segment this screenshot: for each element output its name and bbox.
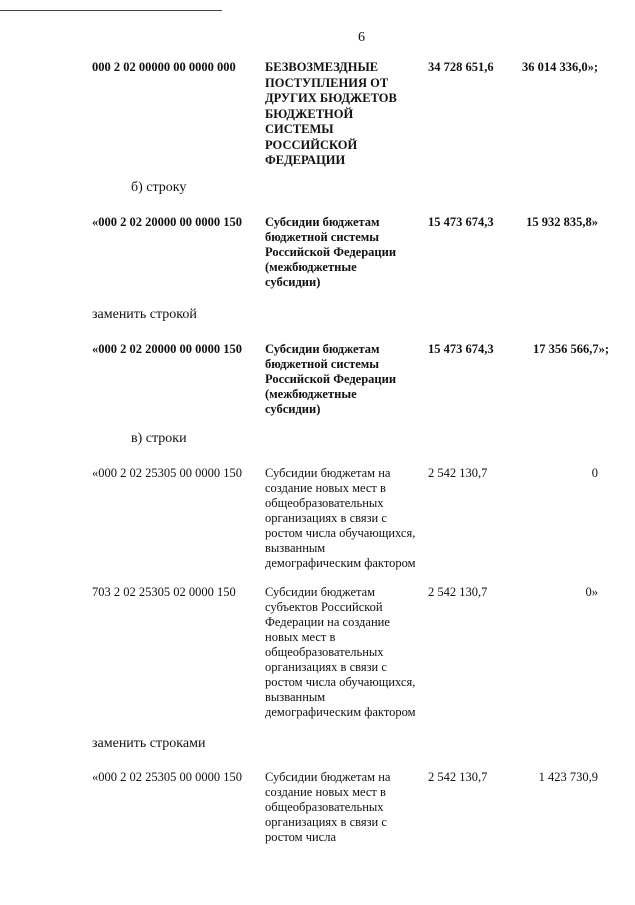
row-code: 703 2 02 25305 02 0000 150 bbox=[92, 585, 236, 599]
row-value-2: 0» bbox=[585, 585, 598, 599]
row-value-1: 15 473 674,3 bbox=[428, 215, 494, 229]
row-description: Субсидии бюджетам субъектов Российской Федерации на создание новых мест в общеобразовательных организациях в связи с ростом числа обучающихся, вызванным демографическим фактором bbox=[265, 585, 416, 719]
row-code: «000 2 02 20000 00 0000 150 bbox=[92, 215, 242, 229]
row-value-1: 15 473 674,3 bbox=[428, 342, 494, 356]
row-value-1: 2 542 130,7 bbox=[428, 585, 488, 599]
row-value-2: 15 932 835,8» bbox=[526, 215, 598, 229]
row-code: 000 2 02 00000 00 0000 000 bbox=[92, 60, 236, 74]
row-code: «000 2 02 20000 00 0000 150 bbox=[92, 342, 242, 356]
row-value-2: 0 bbox=[591, 466, 598, 480]
row-code: «000 2 02 25305 00 0000 150 bbox=[92, 770, 242, 784]
row-description: БЕЗВОЗМЕЗДНЫЕ ПОСТУПЛЕНИЯ ОТ ДРУГИХ БЮДЖЕТОВ БЮДЖЕТНОЙ СИСТЕМЫ РОССИЙСКОЙ ФЕДЕРАЦИИ bbox=[265, 60, 397, 167]
instruction-v: в) строки bbox=[131, 431, 187, 446]
row-description: Субсидии бюджетам на создание новых мест в общеобразовательных организациях в связи с ростом числа обучающихся, вызванным демографическим фактором bbox=[265, 466, 416, 570]
row-value-1: 34 728 651,6 bbox=[428, 60, 494, 74]
row-description: Субсидии бюджетам на создание новых мест в общеобразовательных организациях в связи с ростом числа bbox=[265, 770, 391, 844]
row-code: «000 2 02 25305 00 0000 150 bbox=[92, 466, 242, 480]
instruction-replace-rows: заменить строками bbox=[92, 736, 206, 751]
row-value-2: 36 014 336,0»; bbox=[521, 60, 598, 74]
row-value-1: 2 542 130,7 bbox=[428, 466, 488, 480]
row-description: Субсидии бюджетам бюджетной системы Российской Федерации (межбюджетные субсидии) bbox=[265, 215, 397, 289]
row-value-2: 1 423 730,9 bbox=[538, 770, 598, 784]
page-number: 6 bbox=[358, 30, 365, 45]
instruction-b: б) строку bbox=[131, 180, 187, 195]
row-value-2: 17 356 566,7»; bbox=[532, 342, 609, 356]
row-description: Субсидии бюджетам бюджетной системы Российской Федерации (межбюджетные субсидии) bbox=[265, 342, 397, 416]
row-value-1: 2 542 130,7 bbox=[428, 770, 488, 784]
instruction-replace-row: заменить строкой bbox=[92, 307, 197, 322]
top-rule bbox=[0, 10, 222, 11]
